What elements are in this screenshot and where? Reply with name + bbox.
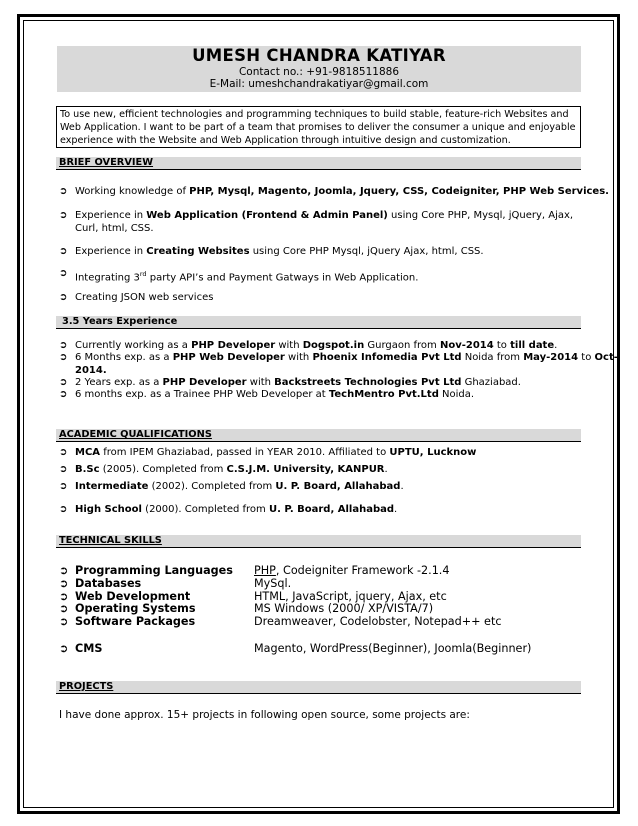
contact-number: Contact no.: +91-9818511886 bbox=[238, 66, 400, 78]
brief-overview-title: BRIEF OVERVIEW bbox=[59, 157, 154, 168]
arrow-icon: ➲ bbox=[59, 481, 68, 492]
projects-title: PROJECTS bbox=[59, 681, 114, 692]
arrow-icon: ➲ bbox=[59, 564, 69, 577]
arrow-icon: ➲ bbox=[59, 504, 68, 515]
arrow-icon: ➲ bbox=[59, 352, 68, 363]
email-address: E-Mail: umeshchandrakatiyar@gmail.com bbox=[209, 78, 429, 90]
arrow-icon: ➲ bbox=[59, 447, 68, 458]
arrow-icon: ➲ bbox=[59, 340, 68, 351]
candidate-name: UMESH CHANDRA KATIYAR bbox=[192, 46, 446, 65]
arrow-icon: ➲ bbox=[59, 464, 68, 475]
arrow-icon: ➲ bbox=[59, 246, 68, 257]
arrow-icon: ➲ bbox=[59, 615, 69, 628]
arrow-icon: ➲ bbox=[59, 292, 68, 303]
arrow-icon: ➲ bbox=[59, 186, 68, 197]
technical-skills-title: TECHNICAL SKILLS bbox=[59, 535, 162, 546]
arrow-icon: ➲ bbox=[59, 377, 68, 388]
projects-intro: I have done approx. 15+ projects in following open source, some projects are: bbox=[59, 709, 470, 721]
arrow-icon: ➲ bbox=[59, 577, 69, 590]
arrow-icon: ➲ bbox=[59, 268, 68, 279]
arrow-icon: ➲ bbox=[59, 210, 68, 221]
academic-title: ACADEMIC QUALIFICATIONS bbox=[59, 429, 212, 440]
arrow-icon: ➲ bbox=[59, 642, 69, 655]
projects-bar bbox=[56, 681, 581, 694]
experience-title: 3.5 Years Experience bbox=[62, 316, 178, 327]
arrow-icon: ➲ bbox=[59, 389, 68, 400]
objective: To use new, efficient technologies and programming techniques to build stable, feature-rich Websites and Web Application. I want to be part of a team that promises to deliver the consumer a unique and enjoyable experience with the Website and Web Application through intuitive design and customization. bbox=[56, 106, 581, 148]
arrow-icon: ➲ bbox=[59, 602, 69, 615]
arrow-icon: ➲ bbox=[59, 590, 69, 603]
